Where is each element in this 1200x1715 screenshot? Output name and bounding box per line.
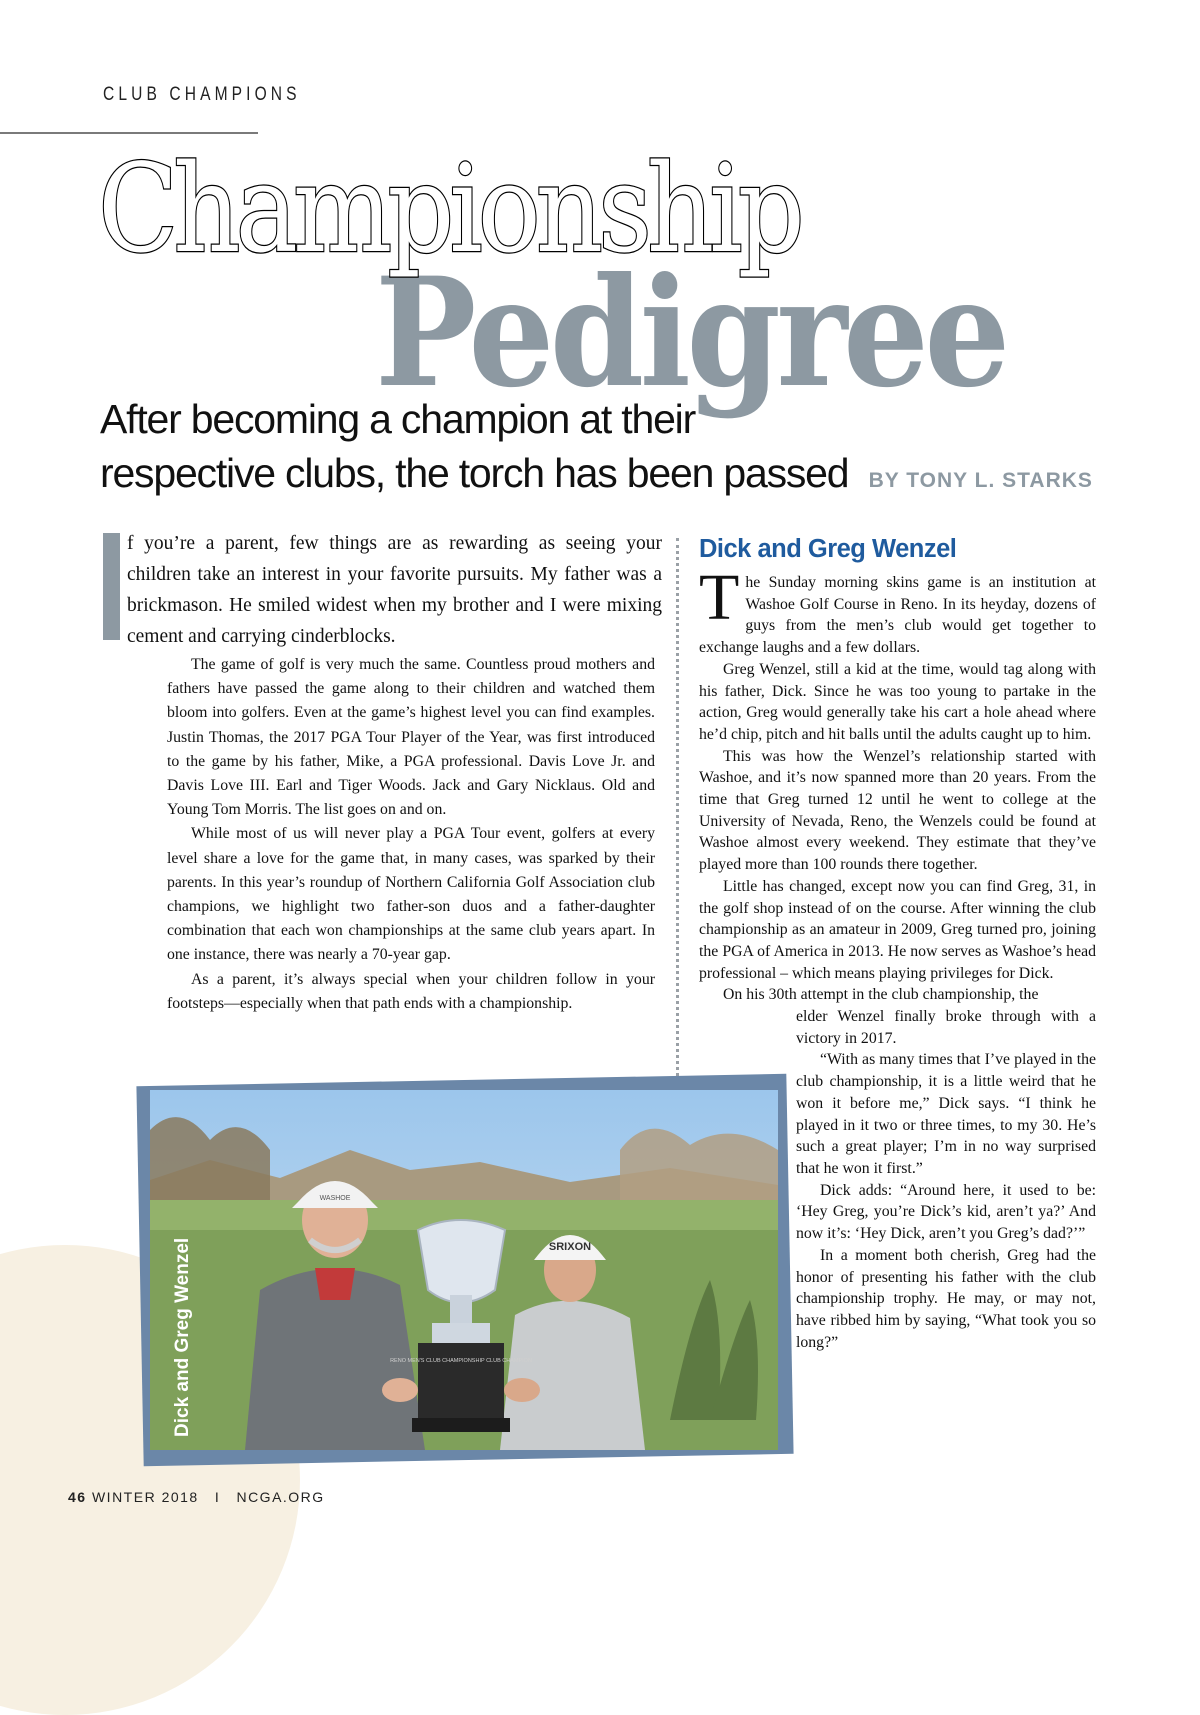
left-column-body <box>167 653 655 1016</box>
body-paragraph: Greg Wenzel, still a kid at the time, would tag along with his father, Dick. Since he was too young to partake in the action, Greg would generally take his cart a hole ahead where he’d chip, pitch and hit balls until the adults caught up to him. <box>699 660 1096 743</box>
body-paragraph: On his 30th attempt in the club championship, the <box>723 986 1039 1004</box>
cap-logo-left: WASHOE <box>319 1195 351 1202</box>
photo-illustration <box>150 1090 778 1450</box>
byline: BY TONY L. STARKS <box>868 469 1093 492</box>
body-paragraph: elder Wenzel finally broke through with a victory in 2017. <box>796 1008 1096 1047</box>
section-heading: Dick and Greg Wenzel <box>699 535 957 563</box>
dropcap-letter-i <box>103 533 120 640</box>
body-paragraph: “With as many times that I’ve played in the club championship, it is a little weird that he won it before me,” Dick says. “I think he played in it two or three times, to my 30. He’s such a great player; I’m in no way surprised that he won it first.” <box>796 1051 1096 1177</box>
trophy-plaque-text: RENO MEN'S CLUB CHAMPIONSHIP CLUB CHAMPION <box>390 1358 532 1364</box>
body-paragraph: While most of us will never play a PGA Tour event, golfers at every level share a love for the game that, in many cases, was sparked by their parents. In this year’s roundup of Northern California Golf Association club champions, we highlight two father-son duos and a father-daughter combination that each won championships at the same club years apart. In one instance, there was nearly a 70-year gap. <box>167 825 655 964</box>
subheadline-line-1: After becoming a champion at their <box>100 396 696 442</box>
page-footer <box>68 1489 325 1505</box>
headline-line-1: Championship <box>98 138 800 280</box>
body-paragraph: As a parent, it’s always special when your children follow in your footsteps—especially when that path ends with a championship. <box>167 970 655 1012</box>
intro-paragraph: f you’re a parent, few things are as rewarding as seeing your children take an interest in your favorite pursuits. My father was a brickmason. He smiled widest when my brother and I were mixing cement and carrying cinderblocks. <box>127 533 662 647</box>
section-label: CLUB CHAMPIONS <box>103 84 301 105</box>
photo-caption: Dick and Greg Wenzel <box>172 1237 193 1437</box>
footer-separator: I <box>214 1489 221 1505</box>
column-divider <box>676 538 679 1083</box>
section-rule <box>0 132 258 134</box>
site-link[interactable]: NCGA.ORG <box>236 1489 325 1505</box>
page-number: 46 <box>68 1489 87 1505</box>
headline-line-2: Pedigree <box>375 245 1006 421</box>
body-paragraph: Dick adds: “Around here, it used to be: ‘Hey Greg, you’re Dick’s kid, aren’t ya?’ And now it’s: ‘Hey Dick, aren’t you Greg’s dad?’” <box>796 1181 1096 1243</box>
body-paragraph: The game of golf is very much the same. Countless proud mothers and fathers have passed the game along to their children and watched them bloom into golfers. Even at the game’s highest level you can find examples. Justin Thomas, the 2017 PGA Tour Player of the Year, was first introduced to the game by his father, Mike, a PGA professional. Davis Love Jr. and Davis Love III. Earl and Tiger Woods. Jack and Gary Nicklaus. Old and Young Tom Morris. The list goes on and on. <box>167 656 655 819</box>
issue-label: WINTER 2018 <box>91 1489 199 1505</box>
cap-logo-right: SRIXON <box>548 1241 592 1253</box>
body-paragraph: Little has changed, except now you can find Greg, 31, in the golf shop instead of on the course. After winning the club championship as an amateur in 2009, Greg turned pro, joining the PGA of America in 2013. He now serves as Washoe’s head professional – which means playing privileges for Dick. <box>699 877 1096 982</box>
body-paragraph: In a moment both cherish, Greg had the honor of presenting his father with the club championship trophy. He may, or may not, have ribbed him by saying, “What took you so long?” <box>796 1246 1096 1351</box>
body-paragraph: This was how the Wenzel’s relationship started with Washoe, and it’s now spanned more than 20 years. From the time that Greg turned 12 until he went to college at the University of Nevada, Reno, the Wenzels could be found at Washoe almost every weekend. They estimate that they’ve played more than 100 rounds there together. <box>699 747 1096 874</box>
subheadline <box>100 392 1110 508</box>
body-paragraph: The Sunday morning skins game is an institution at Washoe Golf Course in Reno. In its heyday, dozens of guys from the men’s club would get together to exchange laughs and a few dollars. <box>699 561 1096 657</box>
subheadline-line-2: respective clubs, the torch has been passed <box>100 450 849 496</box>
photo-father-son-trophy <box>150 1090 778 1450</box>
